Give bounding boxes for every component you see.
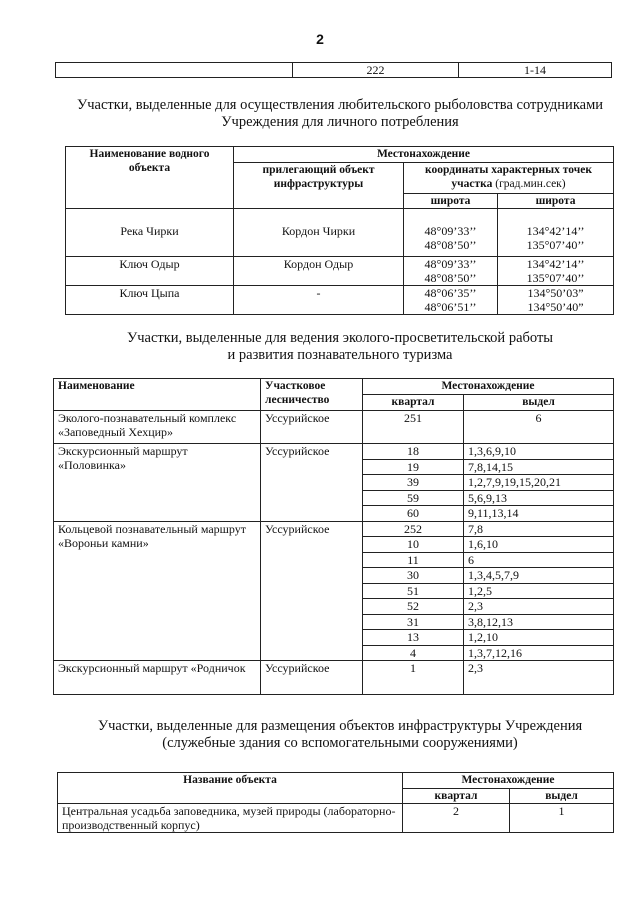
table-row	[54, 661, 614, 695]
kvartal-cell: 30	[363, 568, 464, 584]
table-row	[54, 411, 614, 444]
vydel-cell: 1,2,7,9,19,15,20,21	[464, 475, 614, 491]
forestry-name: Уссурийское	[261, 521, 363, 661]
section3-title	[40, 718, 640, 752]
latitude-value: 48°06’35’’	[424, 286, 477, 300]
header-location: Местонахождение	[234, 147, 614, 163]
eco-education-table	[53, 378, 614, 695]
route-name: Экскурсионный маршрут «Половинка»	[54, 444, 261, 522]
route-name: Экскурсионный маршрут «Родничок	[54, 661, 261, 695]
header-latitude: широта	[404, 194, 498, 209]
vydel-cell: 1,2,10	[464, 630, 614, 646]
forestry-name: Уссурийское	[261, 444, 363, 522]
table-row	[54, 444, 614, 460]
vydel-cell: 1-14	[459, 63, 612, 78]
kvartal-cell: 13	[363, 630, 464, 646]
kvartal-cell: 1	[363, 661, 464, 695]
longitude-value: 134°42’14’’	[526, 224, 585, 238]
vydel-cell: 9,11,13,14	[464, 506, 614, 522]
header-name-spacer	[54, 395, 261, 411]
header-kvartal: квартал	[403, 789, 510, 804]
vydel-cell: 1,3,4,5,7,9	[464, 568, 614, 584]
longitude-cell	[498, 257, 614, 286]
header-forestry: Участковое лесничество	[261, 379, 363, 411]
longitude-value: 135°07’40’’	[526, 238, 585, 252]
object-name: Центральная усадьба заповедника, музей природы (лабораторно-производственный корпус)	[58, 804, 403, 833]
vydel-cell: 5,6,9,13	[464, 490, 614, 506]
longitude-value: 134°50’40”	[527, 300, 584, 314]
latitude-cell	[404, 257, 498, 286]
water-object-name: Ключ Одыр	[66, 257, 234, 286]
kvartal-cell: 4	[363, 645, 464, 661]
section2-title-line2: и развития познавательного туризма	[227, 347, 453, 363]
longitude-cell	[498, 286, 614, 315]
latitude-value: 48°06’51’’	[424, 300, 477, 314]
infrastructure-table	[57, 772, 614, 833]
longitude-value: 134°42’14’’	[526, 257, 585, 271]
kvartal-cell: 251	[363, 411, 464, 444]
vydel-cell: 1,6,10	[464, 537, 614, 553]
header-kvartal: квартал	[363, 395, 464, 411]
kvartal-cell: 11	[363, 552, 464, 568]
section1-title-line1: Участки, выделенные для осуществления любительского рыболовства сотрудниками	[76, 97, 604, 113]
section2-title-line1: Участки, выделенные для ведения эколого-просветительской работы	[126, 330, 554, 346]
water-object-name: Ключ Цыпа	[66, 286, 234, 315]
table-row	[66, 209, 614, 257]
longitude-value: 135°07’40’’	[526, 271, 585, 285]
kvartal-cell: 2	[403, 804, 510, 833]
header-coordinates-bold: координаты характерных точек участка	[425, 164, 592, 190]
vydel-cell: 7,8	[464, 521, 614, 537]
kvartal-cell: 60	[363, 506, 464, 522]
header-location: Местонахождение	[403, 773, 614, 789]
fishing-areas-table	[65, 146, 614, 315]
infrastructure-object: -	[234, 286, 404, 315]
kvartal-cell: 252	[363, 521, 464, 537]
vydel-cell: 1,2,5	[464, 583, 614, 599]
vydel-cell: 3,8,12,13	[464, 614, 614, 630]
header-vydel: выдел	[510, 789, 614, 804]
section1-title-line2: Учреждения для личного потребления	[221, 114, 459, 130]
longitude-cell	[498, 209, 614, 257]
kvartal-cell: 222	[293, 63, 459, 78]
table-row	[66, 286, 614, 315]
table-row	[58, 804, 614, 833]
continuation-table	[55, 62, 612, 78]
infrastructure-object: Кордон Одыр	[234, 257, 404, 286]
kvartal-cell: 39	[363, 475, 464, 491]
section3-title-line2: (служебные здания со вспомогательными сооружениями)	[162, 735, 518, 751]
header-vydel: выдел	[464, 395, 614, 411]
latitude-cell	[404, 286, 498, 315]
vydel-cell: 7,8,14,15	[464, 459, 614, 475]
section2-title	[40, 330, 640, 364]
kvartal-cell: 10	[363, 537, 464, 553]
vydel-cell: 6	[464, 552, 614, 568]
vydel-cell: 2,3	[464, 599, 614, 615]
header-longitude: широта	[498, 194, 614, 209]
forestry-name: Уссурийское	[261, 411, 363, 444]
forestry-name: Уссурийское	[261, 661, 363, 695]
header-water-object: Наименование водного объекта	[66, 147, 234, 209]
header-infrastructure: прилегающий объект инфраструктуры	[234, 163, 404, 209]
vydel-cell: 6	[464, 411, 614, 444]
header-location: Местонахождение	[363, 379, 614, 395]
vydel-cell: 2,3	[464, 661, 614, 695]
header-coordinates-units: (град.мин.сек)	[495, 178, 566, 190]
empty-cell	[56, 63, 293, 78]
water-object-name: Река Чирки	[66, 209, 234, 257]
kvartal-cell: 31	[363, 614, 464, 630]
latitude-value: 48°08’50’’	[424, 271, 477, 285]
kvartal-cell: 52	[363, 599, 464, 615]
header-coordinates	[404, 163, 614, 194]
page-number: 2	[316, 31, 324, 47]
kvartal-cell: 19	[363, 459, 464, 475]
header-object-name: Название объекта	[58, 773, 403, 804]
route-name: Кольцевой познавательный маршрут «Вороньи камни»	[54, 521, 261, 661]
header-name: Наименование	[54, 379, 261, 395]
kvartal-cell: 18	[363, 444, 464, 460]
latitude-value: 48°08’50’’	[424, 238, 477, 252]
table-row	[54, 521, 614, 537]
latitude-cell	[404, 209, 498, 257]
vydel-cell: 1,3,6,9,10	[464, 444, 614, 460]
longitude-value: 134°50’03”	[527, 286, 584, 300]
vydel-cell: 1,3,7,12,16	[464, 645, 614, 661]
kvartal-cell: 59	[363, 490, 464, 506]
kvartal-cell: 51	[363, 583, 464, 599]
latitude-value: 48°09’33’’	[424, 257, 477, 271]
latitude-value: 48°09’33’’	[424, 224, 477, 238]
table-row	[66, 257, 614, 286]
infrastructure-object: Кордон Чирки	[234, 209, 404, 257]
route-name: Эколого-познавательный комплекс «Заповедный Хехцир»	[54, 411, 261, 444]
section1-title	[40, 97, 640, 131]
vydel-cell: 1	[510, 804, 614, 833]
section3-title-line1: Участки, выделенные для размещения объектов инфраструктуры Учреждения	[97, 718, 583, 734]
